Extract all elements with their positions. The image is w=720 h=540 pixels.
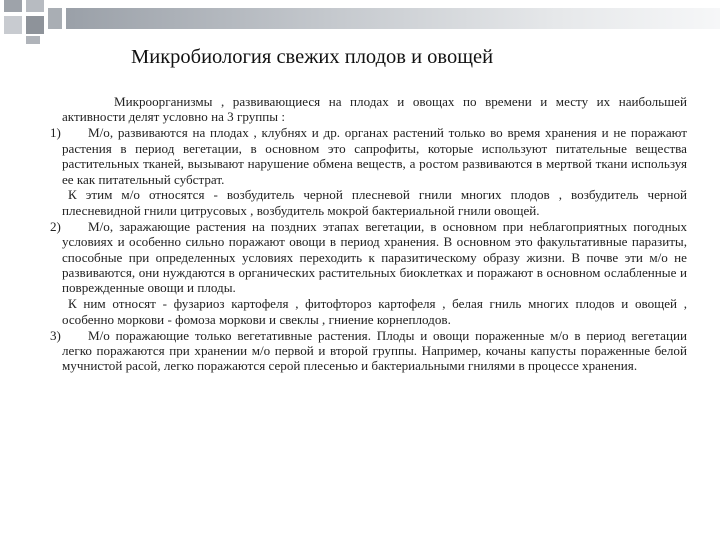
item-number: 2) [50,218,61,234]
decor-square [4,0,22,12]
slide-body [50,94,687,374]
decor-square [26,36,40,44]
sub-paragraph: К ним относят - фузариоз картофеля , фитофтороз картофеля , белая гниль многих плодов и овощей , особенно моркови - фомоза моркови и свеклы , гниение корнеплодов. [62,296,687,327]
intro-paragraph: Микроорганизмы , развивающиеся на плодах и овощах по времени и месту их наибольшей активности делят условно на 3 группы : [62,94,687,125]
decor-square [26,0,44,12]
list-item [50,125,687,187]
item-number: 3) [50,327,61,343]
item-text: М/о, заражающие растения на поздних этапах вегетации, в основном при неблагоприятных погодных условиях и особенно сильно поражают овощи в период хранения. В основном это факультативные паразиты, способные при определенных условиях переходить к паразитическому образу жизни. В почве эти м/о не развиваются, они нуждаются в органических растительных биоклетках и поражают в основном ослабленные и поврежденные овощи и плоды. [62,218,687,296]
list-item [50,218,687,296]
decor-square [48,8,62,29]
item-number: 1) [50,125,61,141]
decor-gradient-bar [66,8,720,29]
sub-paragraph: К этим м/о относятся - возбудитель черной плесневой гнили многих плодов , возбудитель черной плесневидной гнили цитрусовых , возбудитель мокрой бактериальной гнили овощей. [62,187,687,218]
item-text: М/о, развиваются на плодах , клубнях и др. органах растений только во время хранения и не поражают растения в период вегетации, в основном это сапрофиты, которые используют питательные вещества растительных тканей, вызывают нарушение обмена веществ, а ростом развиваются в мертвой ткани используя ее как питательный субстрат. [62,125,687,187]
decor-square [4,16,22,34]
header-decoration [0,0,720,44]
decor-square [26,16,44,34]
list-item [50,327,687,374]
item-text: М/о поражающие только вегетативные растения. Плоды и овощи пораженные м/о в период вегетации легко поражаются при хранении м/о первой и второй группы. Например, кочаны капусты пораженные белой мучнистой расой, легко поражаются серой плесенью и бактериальными гнилями в процессе хранения. [62,327,687,374]
slide-title: Микробиология свежих плодов и овощей [131,46,494,68]
